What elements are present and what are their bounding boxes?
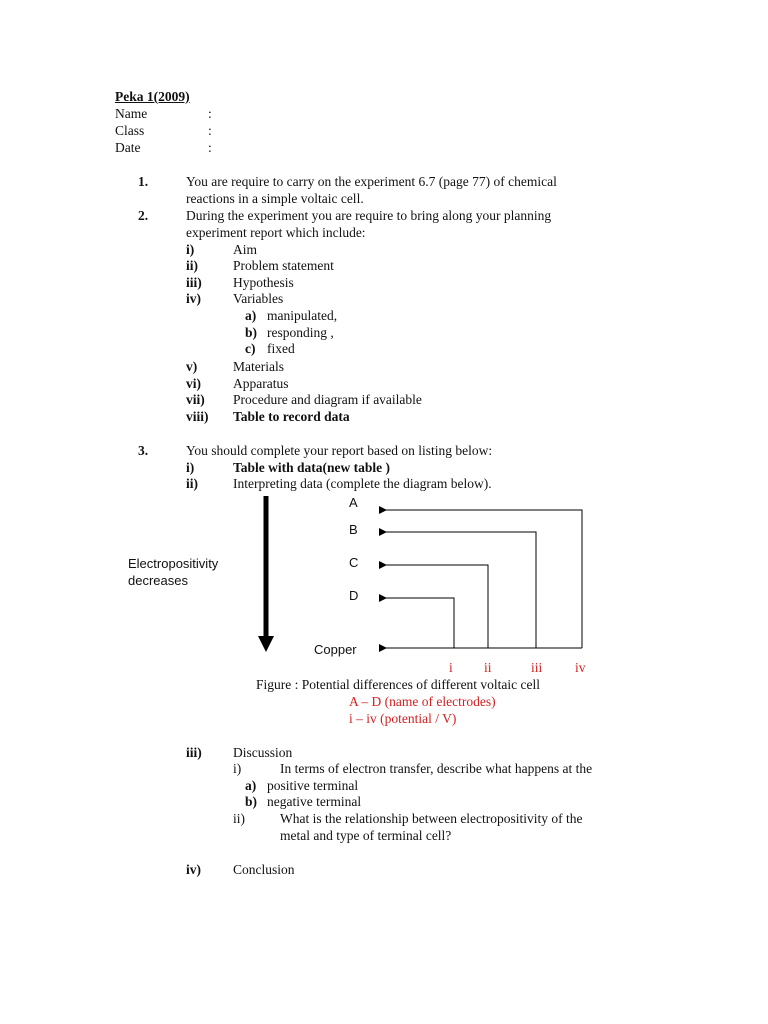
question-1-text: In terms of electron transfer, describe what happens at the [280, 761, 593, 776]
figure-note-potential: i – iv (potential / V) [349, 711, 457, 726]
discussion-number: iii) [186, 745, 202, 760]
item-2-sub-text: Hypothesis [233, 275, 294, 290]
item-2-sub-text: Table to record data [233, 409, 350, 424]
item-3-line-1: You should complete your report based on listing below: [186, 443, 493, 458]
item-2-number: 2. [138, 208, 149, 223]
question-1-sub-text: negative terminal [267, 794, 362, 809]
potential-label-i: i [449, 660, 453, 675]
item-2-sub-text: Problem statement [233, 258, 334, 273]
item-3-sub-text: Table with data(new table ) [233, 460, 391, 475]
item-2-line-2: experiment report which include: [186, 225, 366, 240]
item-3-sub-text: Interpreting data (complete the diagram below). [233, 476, 492, 491]
conclusion-title: Conclusion [233, 862, 295, 877]
potential-label-iii: iii [531, 660, 543, 675]
item-2-sub-text: Materials [233, 359, 284, 374]
electrode-label-d: D [349, 588, 359, 603]
electropositivity-arrow-head [258, 636, 274, 652]
variable-text: responding , [267, 325, 334, 340]
connector-c [386, 565, 488, 648]
question-1-sub-text: positive terminal [267, 778, 359, 793]
question-2-line-1: What is the relationship between electropositivity of the [280, 811, 583, 826]
date-label: Date [115, 140, 141, 155]
class-separator: : [208, 123, 212, 138]
item-2-line-1: During the experiment you are require to bring along your planning [186, 208, 552, 223]
name-label: Name [115, 106, 148, 121]
electrode-label-c: C [349, 555, 359, 570]
item-3-sub-number: i) [186, 460, 195, 475]
item-2-sub-text: Aim [233, 242, 258, 257]
item-2-sub-number: viii) [186, 409, 209, 424]
variable-number: c) [245, 341, 256, 356]
item-1-number: 1. [138, 174, 149, 189]
item-2-sub-number: vii) [186, 392, 205, 407]
item-3-number: 3. [138, 443, 149, 458]
item-3-sub-number: ii) [186, 476, 198, 491]
name-separator: : [208, 106, 212, 121]
date-separator: : [208, 140, 212, 155]
electrode-label-copper: Copper [314, 642, 357, 657]
item-2-sub-text: Variables [233, 291, 284, 306]
side-label-line-1: Electropositivity [128, 556, 219, 571]
variable-text: fixed [267, 341, 295, 356]
question-2-line-2: metal and type of terminal cell? [280, 828, 452, 843]
potential-label-iv: iv [575, 660, 586, 675]
item-1-line-2: reactions in a simple voltaic cell. [186, 191, 364, 206]
electrode-label-b: B [349, 522, 358, 537]
variable-number: b) [245, 325, 258, 340]
item-2-sub-text: Procedure and diagram if available [233, 392, 422, 407]
question-1-sub-number: b) [245, 794, 258, 809]
connector-b [386, 532, 536, 648]
item-2-sub-number: iv) [186, 291, 201, 306]
connector-d [386, 598, 454, 648]
variable-text: manipulated, [267, 308, 338, 323]
variable-number: a) [245, 308, 257, 323]
item-2-sub-number: i) [186, 242, 195, 257]
question-1-sub-number: a) [245, 778, 257, 793]
item-2-sub-number: vi) [186, 376, 201, 391]
conclusion-number: iv) [186, 862, 201, 877]
page-title: Peka 1(2009) [115, 89, 190, 104]
item-1-line-1: You are require to carry on the experiment 6.7 (page 77) of chemical [186, 174, 557, 189]
item-2-sub-text: Apparatus [233, 376, 289, 391]
class-label: Class [115, 123, 145, 138]
item-2-sub-number: iii) [186, 275, 202, 290]
figure-caption: Figure : Potential differences of different voltaic cell [256, 677, 541, 692]
item-2-sub-number: ii) [186, 258, 198, 273]
item-2-sub-number: v) [186, 359, 198, 374]
figure-note-electrodes: A – D (name of electrodes) [349, 694, 496, 709]
discussion-title: Discussion [233, 745, 293, 760]
electrode-label-a: A [349, 495, 358, 510]
connector-a [386, 510, 582, 648]
side-label-line-2: decreases [128, 573, 188, 588]
question-1-number: i) [233, 761, 242, 776]
question-2-number: ii) [233, 811, 245, 826]
potential-label-ii: ii [484, 660, 492, 675]
